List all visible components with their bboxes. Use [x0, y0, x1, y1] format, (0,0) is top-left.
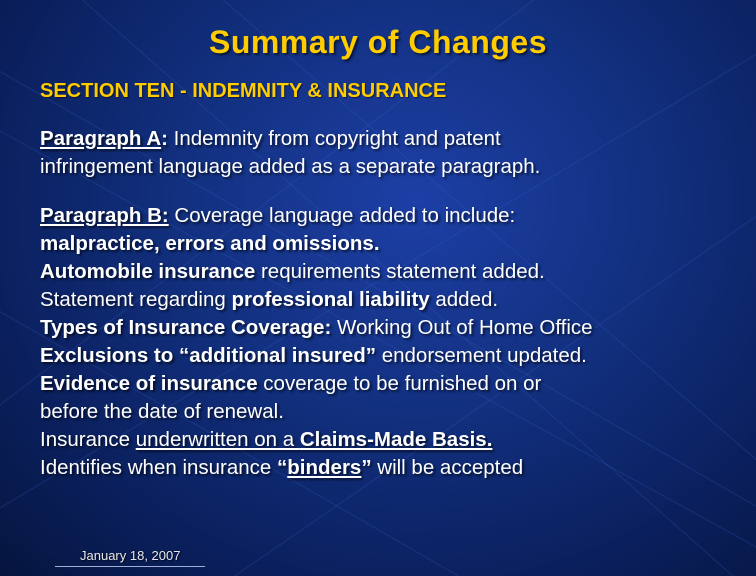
claims-pre: Insurance: [40, 428, 136, 451]
paragraph-a-label: Paragraph A: [40, 127, 162, 150]
professional-bold: professional liability: [231, 288, 430, 311]
binders-close-quote: ”: [361, 456, 372, 479]
automobile-bold: Automobile insurance: [40, 260, 256, 283]
malpractice-line: malpractice, errors and omissions.: [40, 232, 380, 255]
paragraph-a-colon: :: [161, 127, 168, 150]
professional-liability-line: [40, 286, 750, 314]
types-bold: Types of Insurance Coverage:: [40, 316, 332, 339]
paragraph-b-intro-line: [40, 202, 750, 230]
binders-open-quote: “: [277, 456, 288, 479]
exclusions-rest: endorsement updated.: [376, 344, 587, 367]
paragraph-a: [40, 125, 750, 181]
evidence-line: [40, 370, 750, 398]
exclusions-bold: Exclusions to “additional insured”: [40, 344, 377, 367]
footer-date: January 18, 2007: [80, 548, 181, 563]
footer-divider: [55, 566, 205, 567]
automobile-line: [40, 258, 750, 286]
automobile-rest: requirements statement added.: [255, 260, 545, 283]
types-coverage-line: [40, 314, 750, 342]
exclusions-line: [40, 342, 750, 370]
claims-made-line: [40, 426, 750, 454]
binders-word: binders: [287, 456, 362, 479]
paragraph-a-text: Indemnity from copyright and patent: [167, 127, 501, 150]
professional-post: added.: [429, 288, 499, 311]
paragraph-b: [40, 202, 750, 482]
paragraph-a-line-2: infringement language added as a separate paragraph.: [40, 155, 541, 178]
claims-bold: Claims-Made Basis.: [299, 428, 493, 451]
types-rest: Working Out of Home Office: [331, 316, 593, 339]
claims-underline: underwritten on a: [135, 428, 300, 451]
binders-pre: Identifies when insurance: [40, 456, 278, 479]
paragraph-b-label: Paragraph B:: [40, 204, 169, 227]
paragraph-a-line-1: [40, 125, 750, 153]
binders-post: will be accepted: [371, 456, 524, 479]
evidence-rest: coverage to be furnished on or: [257, 372, 542, 395]
slide-title: Summary of Changes: [209, 24, 547, 60]
professional-pre: Statement regarding: [40, 288, 232, 311]
binders-line: [40, 454, 750, 482]
evidence-line-2: before the date of renewal.: [40, 400, 284, 423]
paragraph-b-intro: Coverage language added to include:: [168, 204, 516, 227]
section-heading: SECTION TEN - INDEMNITY & INSURANCE: [40, 80, 447, 102]
evidence-bold: Evidence of insurance: [40, 372, 258, 395]
